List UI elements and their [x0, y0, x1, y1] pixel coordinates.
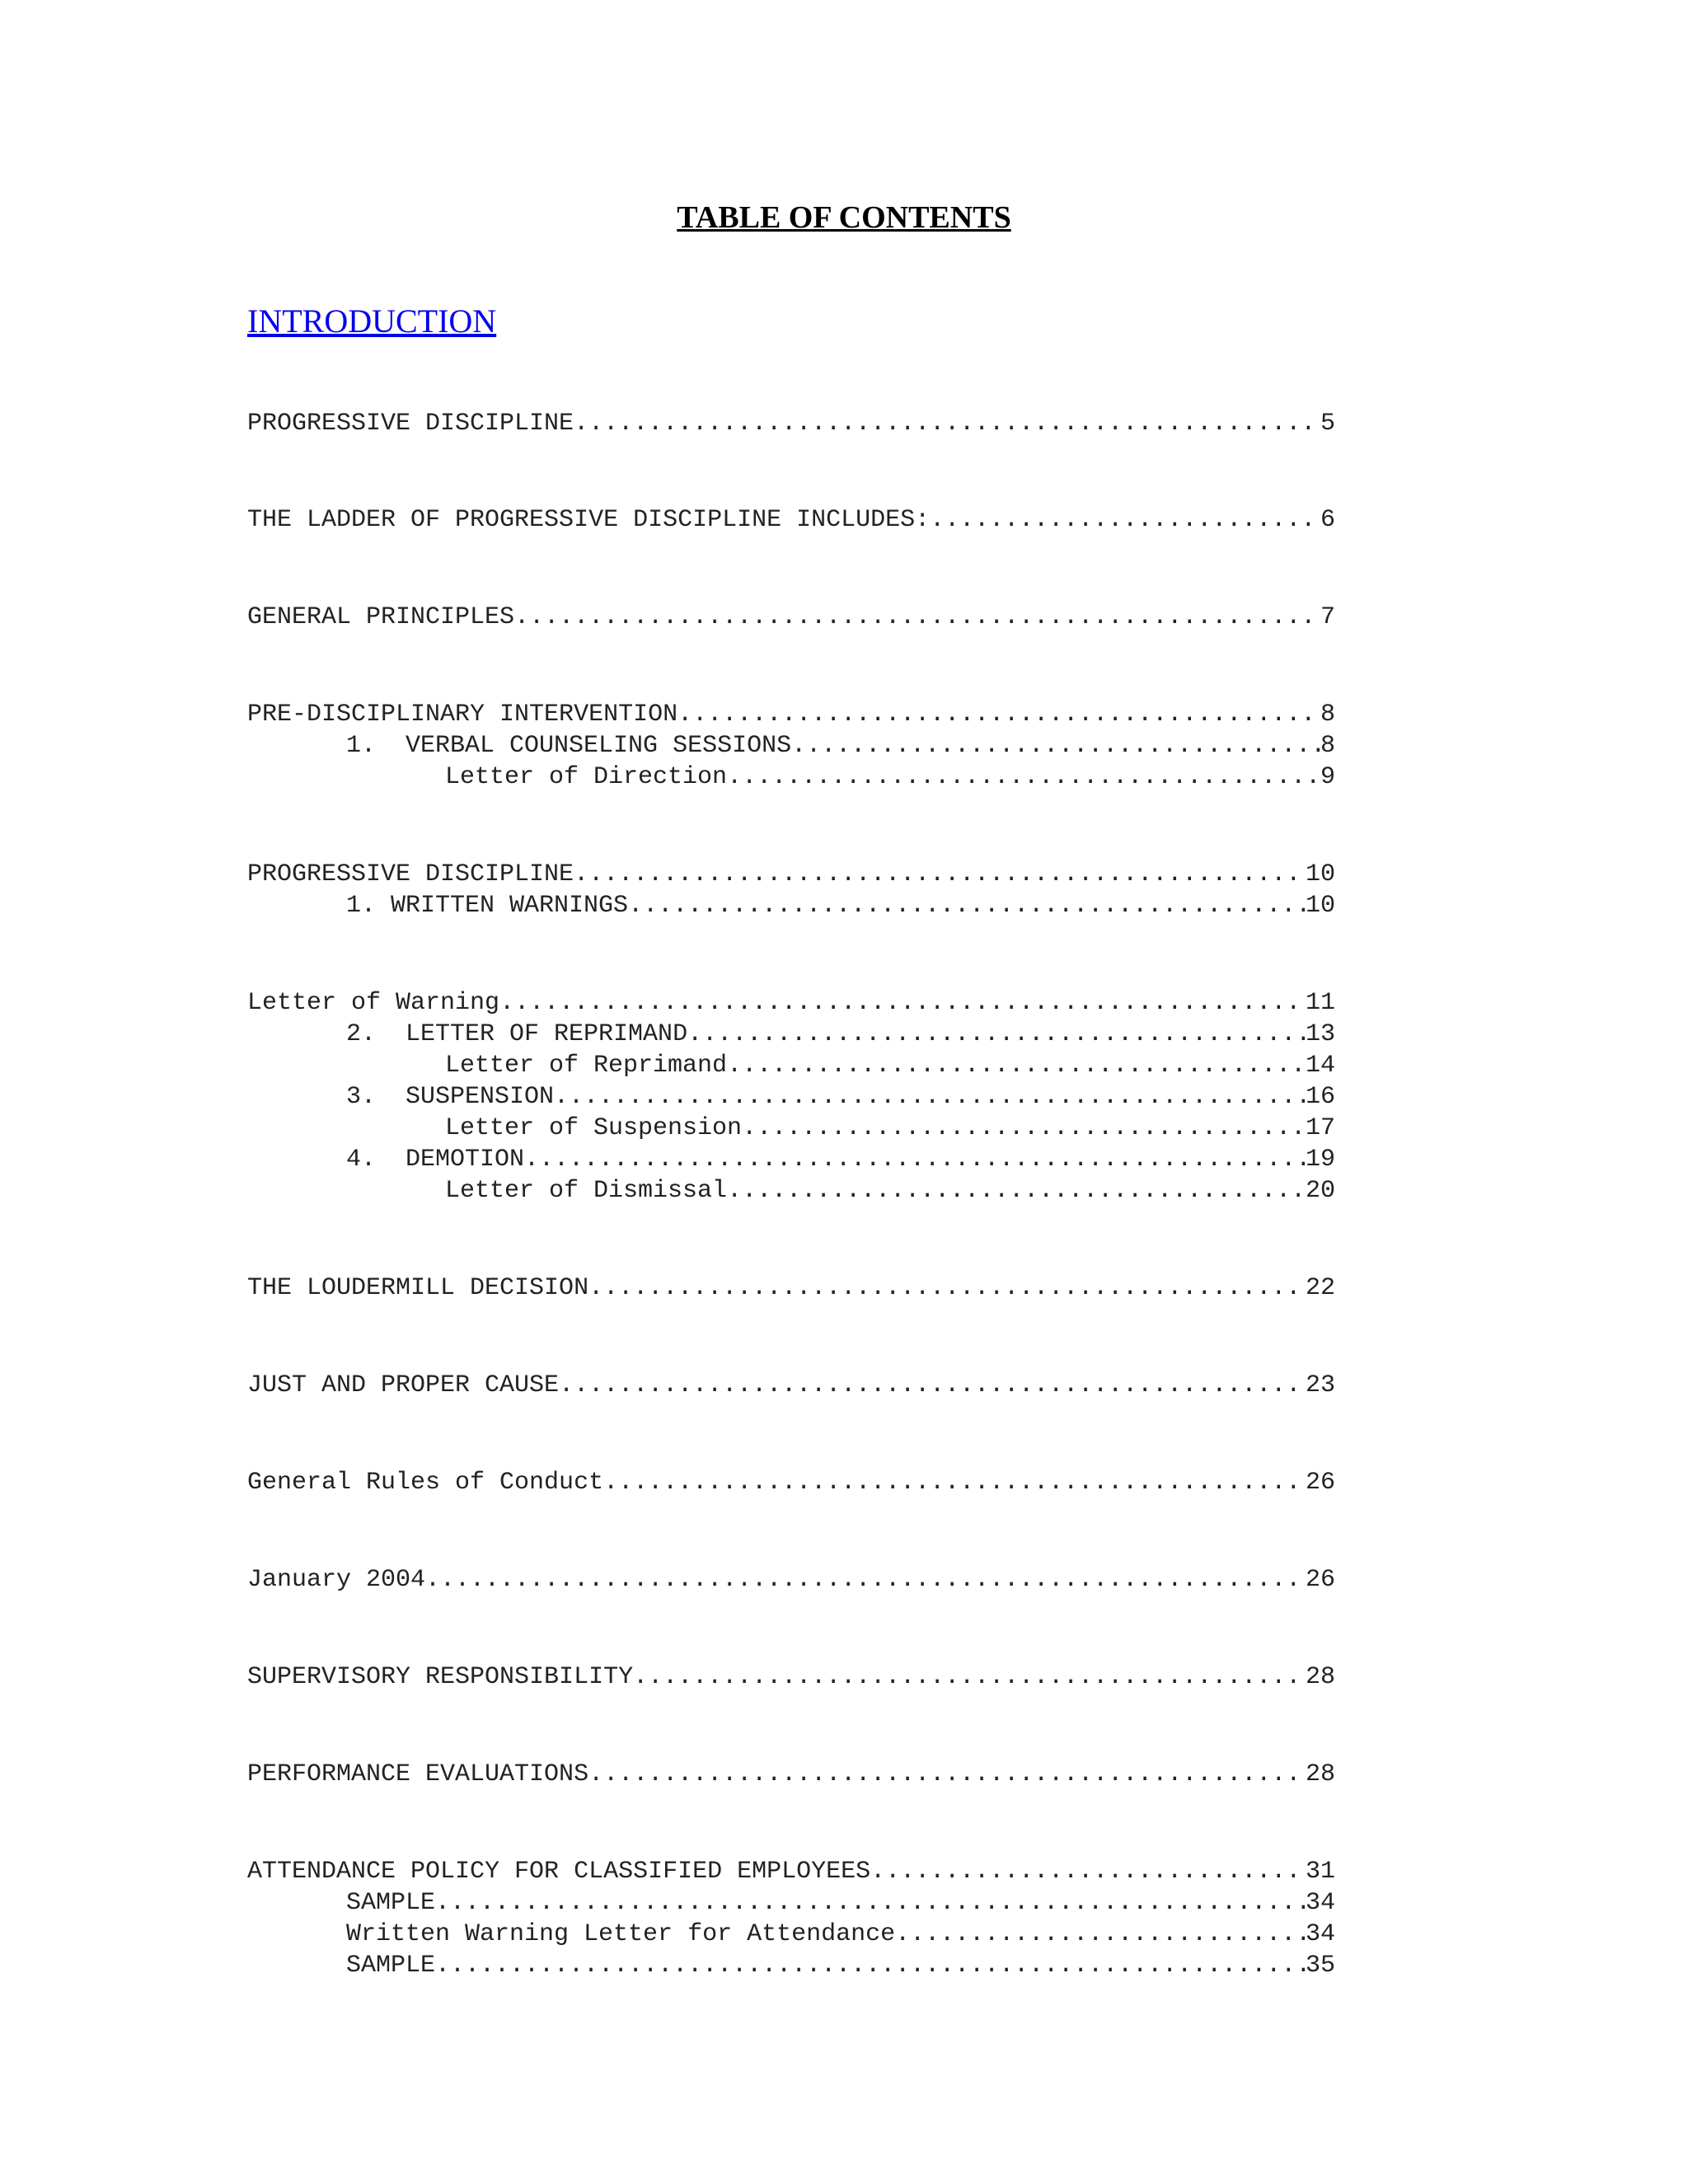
toc-entry-label: 3. SUSPENSION — [346, 1083, 555, 1111]
toc-entry-label: Written Warning Letter for Attendance — [346, 1920, 896, 1948]
dot-leader — [588, 1759, 1306, 1790]
toc-entry-label: 4. DEMOTION — [346, 1146, 525, 1174]
toc-entry-ladder[interactable] — [247, 504, 1335, 536]
toc-entry-page: 26 — [1305, 1469, 1335, 1497]
dot-leader — [499, 987, 1306, 1019]
toc-entry-january-2004[interactable] — [247, 1564, 1335, 1596]
toc-entry-label: Letter of Dismissal — [445, 1177, 728, 1205]
toc-entry-page: 14 — [1305, 1052, 1335, 1080]
toc-entry-written-warnings[interactable] — [346, 890, 1335, 921]
dot-leader — [524, 1144, 1306, 1175]
toc-entry-performance-evaluations[interactable] — [247, 1759, 1335, 1790]
dot-leader — [678, 699, 1320, 730]
toc-entry-letter-of-dismissal[interactable] — [445, 1175, 1335, 1207]
toc-entry-label: ATTENDANCE POLICY FOR CLASSIFIED EMPLOYEES — [247, 1858, 871, 1886]
toc-entry-page: 22 — [1305, 1274, 1335, 1302]
toc-entry-page: 19 — [1305, 1146, 1335, 1174]
toc-entry-label: PERFORMANCE EVALUATIONS — [247, 1760, 589, 1788]
toc-entry-suspension[interactable] — [346, 1081, 1335, 1113]
dot-leader — [895, 1919, 1306, 1950]
toc-entry-written-warning-attendance[interactable] — [346, 1919, 1335, 1950]
toc-entry-label: January 2004 — [247, 1566, 426, 1594]
dot-leader — [727, 1175, 1306, 1207]
toc-entry-page: 8 — [1320, 732, 1335, 760]
dot-leader — [559, 1370, 1306, 1401]
toc-entry-page: 7 — [1320, 603, 1335, 631]
toc-entry-letter-of-reprimand[interactable] — [445, 1050, 1335, 1081]
toc-entry-label: General Rules of Conduct — [247, 1469, 604, 1497]
toc-entry-sample-2[interactable] — [346, 1950, 1335, 1981]
toc-entry-page: 6 — [1320, 506, 1335, 534]
toc-entry-page: 28 — [1305, 1663, 1335, 1691]
toc-entry-page: 13 — [1305, 1020, 1335, 1048]
dot-leader — [514, 602, 1320, 633]
toc-entry-pre-disciplinary[interactable] — [247, 699, 1335, 730]
toc-entry-supervisory-responsibility[interactable] — [247, 1661, 1335, 1693]
toc-entry-label: Letter of Direction — [445, 763, 728, 791]
toc-entry-label: THE LOUDERMILL DECISION — [247, 1274, 589, 1302]
dot-leader — [727, 762, 1320, 793]
introduction-link[interactable]: INTRODUCTION — [247, 302, 497, 340]
toc-entry-label: PRE-DISCIPLINARY INTERVENTION — [247, 701, 678, 729]
toc-entry-label: JUST AND PROPER CAUSE — [247, 1371, 560, 1399]
page-title: TABLE OF CONTENTS — [677, 200, 1011, 235]
dot-leader — [425, 1564, 1306, 1596]
toc-entry-page: 9 — [1320, 763, 1335, 791]
toc-entry-page: 8 — [1320, 701, 1335, 729]
toc-entry-label: Letter of Suspension — [445, 1114, 743, 1142]
toc-entry-page: 16 — [1305, 1083, 1335, 1111]
toc-entry-label: PROGRESSIVE DISCIPLINE — [247, 410, 574, 438]
dot-leader — [870, 1856, 1306, 1887]
toc-entry-general-rules-of-conduct[interactable] — [247, 1467, 1335, 1498]
dot-leader — [435, 1887, 1306, 1919]
toc-entry-verbal-counseling[interactable] — [346, 730, 1335, 762]
toc-entry-label: THE LADDER OF PROGRESSIVE DISCIPLINE INCLUDES: — [247, 506, 931, 534]
toc-entry-progressive-discipline-2[interactable] — [247, 859, 1335, 890]
toc-entry-page: 23 — [1305, 1371, 1335, 1399]
toc-entry-letter-of-reprimand-heading[interactable] — [346, 1019, 1335, 1050]
toc-entry-label: PROGRESSIVE DISCIPLINE — [247, 860, 574, 888]
toc-entry-loudermill-decision[interactable] — [247, 1272, 1335, 1304]
dot-leader — [554, 1081, 1306, 1113]
toc-entry-page: 20 — [1305, 1177, 1335, 1205]
toc-entry-page: 11 — [1305, 989, 1335, 1017]
toc-entry-letter-of-direction[interactable] — [445, 762, 1335, 793]
toc-entry-page: 28 — [1305, 1760, 1335, 1788]
toc-entry-page: 17 — [1305, 1114, 1335, 1142]
toc-entry-page: 10 — [1305, 860, 1335, 888]
toc-entry-page: 31 — [1305, 1858, 1335, 1886]
dot-leader — [628, 890, 1306, 921]
dot-leader — [588, 1272, 1306, 1304]
dot-leader — [742, 1113, 1306, 1144]
toc-entry-attendance-policy[interactable] — [247, 1856, 1335, 1887]
toc-entry-page: 5 — [1320, 410, 1335, 438]
toc-entry-label: 1. WRITTEN WARNINGS — [346, 892, 629, 920]
toc-entry-label: 1. VERBAL COUNSELING SESSIONS — [346, 732, 792, 760]
toc-entry-demotion[interactable] — [346, 1144, 1335, 1175]
toc-entry-page: 35 — [1305, 1952, 1335, 1980]
dot-leader — [633, 1661, 1306, 1693]
toc-entry-label: SAMPLE — [346, 1889, 436, 1917]
dot-leader — [435, 1950, 1306, 1981]
dot-leader — [603, 1467, 1306, 1498]
toc-entry-letter-of-warning[interactable] — [247, 987, 1335, 1019]
toc-entry-letter-of-suspension[interactable] — [445, 1113, 1335, 1144]
dot-leader — [687, 1019, 1306, 1050]
toc-entry-label: SAMPLE — [346, 1952, 436, 1980]
toc-entry-progressive-discipline[interactable] — [247, 408, 1335, 439]
toc-entry-label: Letter of Warning — [247, 989, 500, 1017]
toc-entry-label: GENERAL PRINCIPLES — [247, 603, 515, 631]
toc-entry-page: 26 — [1305, 1566, 1335, 1594]
dot-leader — [574, 859, 1306, 890]
dot-leader — [727, 1050, 1306, 1081]
toc-entry-sample[interactable] — [346, 1887, 1335, 1919]
toc-entry-just-and-proper-cause[interactable] — [247, 1370, 1335, 1401]
toc-entry-label: SUPERVISORY RESPONSIBILITY — [247, 1663, 634, 1691]
toc-entry-label: Letter of Reprimand — [445, 1052, 728, 1080]
toc-entry-label: 2. LETTER OF REPRIMAND — [346, 1020, 688, 1048]
dot-leader — [574, 408, 1320, 439]
toc-entry-page: 34 — [1305, 1889, 1335, 1917]
dot-leader — [930, 504, 1320, 536]
toc-entry-general-principles[interactable] — [247, 602, 1335, 633]
dot-leader — [791, 730, 1320, 762]
toc-entry-page: 34 — [1305, 1920, 1335, 1948]
toc-entry-page: 10 — [1305, 892, 1335, 920]
